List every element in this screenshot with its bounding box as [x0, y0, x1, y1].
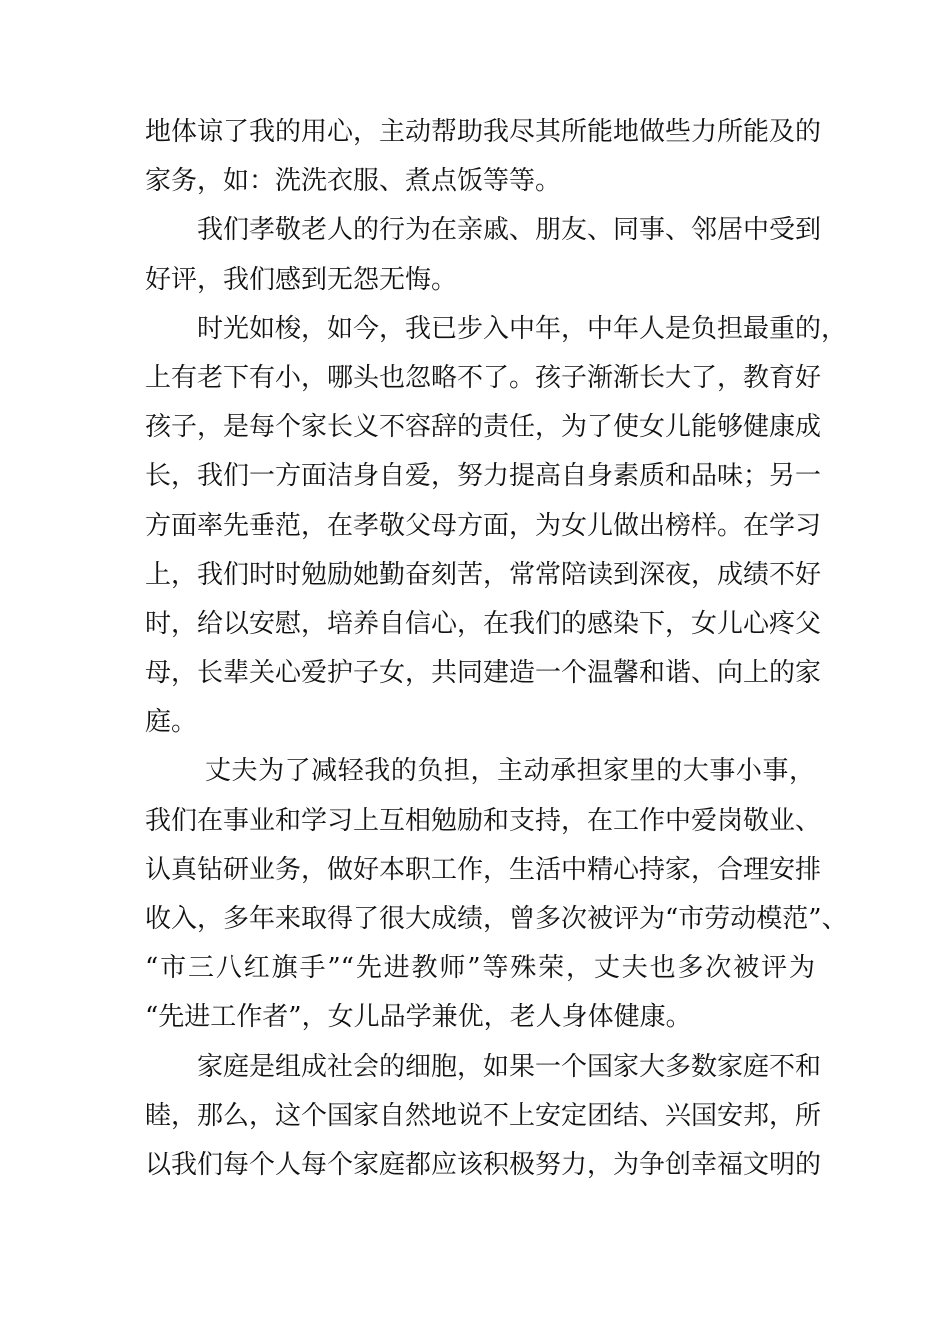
text-line: “市三八红旗手”“先进教师”等殊荣，丈夫也多次被评为 — [145, 953, 815, 984]
text-line: 我们孝敬老人的行为在亲戚、朋友、同事、邻居中受到 — [197, 215, 822, 246]
text-line: 以我们每个人每个家庭都应该积极努力，为争创幸福文明的 — [145, 1149, 822, 1180]
text-line: 方面率先垂范，在孝敬父母方面，为女儿做出榜样。在学习 — [145, 510, 822, 541]
text-line: 认真钻研业务，做好本职工作，生活中精心持家，合理安排 — [145, 854, 822, 885]
text-line: “先进工作者”，女儿品学兼优，老人身体健康。 — [145, 1002, 692, 1033]
text-line: 上，我们时时勉励她勤奋刻苦，常常陪读到深夜，成绩不好 — [145, 559, 822, 590]
text-line: 我们在事业和学习上互相勉励和支持，在工作中爱岗敬业、 — [145, 805, 822, 836]
document-body — [145, 108, 848, 1190]
text-line: 地体谅了我的用心，主动帮助我尽其所能地做些力所能及的 — [145, 117, 822, 147]
text-line: 睦，那么，这个国家自然地说不上安定团结、兴国安邦，所 — [145, 1100, 822, 1131]
text-line: 好评，我们感到无怨无悔。 — [145, 264, 458, 295]
text-line: 收入，多年来取得了很大成绩，曾多次被评为“市劳动模范”、 — [145, 904, 848, 934]
text-line: 庭。 — [145, 707, 198, 738]
text-line: 长，我们一方面洁身自爱，努力提高自身素质和品味；另一 — [145, 461, 822, 492]
text-line: 时光如梭，如今，我已步入中年，中年人是负担最重的， — [197, 313, 848, 344]
text-line: 母，长辈关心爱护子女，共同建造一个温馨和谐、向上的家 — [145, 658, 822, 689]
text-line: 家庭是组成社会的细胞，如果一个国家大多数家庭不和 — [197, 1051, 822, 1082]
text-line: 时，给以安慰，培养自信心，在我们的感染下，女儿心疼父 — [145, 608, 822, 639]
text-line: 上有老下有小，哪头也忽略不了。孩子渐渐长大了，教育好 — [145, 362, 822, 393]
text-line: 丈夫为了减轻我的负担，主动承担家里的大事小事， — [205, 756, 815, 787]
text-line: 家务，如：洗洗衣服、煮点饭等等。 — [145, 166, 562, 197]
text-line: 孩子，是每个家长义不容辞的责任，为了使女儿能够健康成 — [145, 412, 822, 443]
